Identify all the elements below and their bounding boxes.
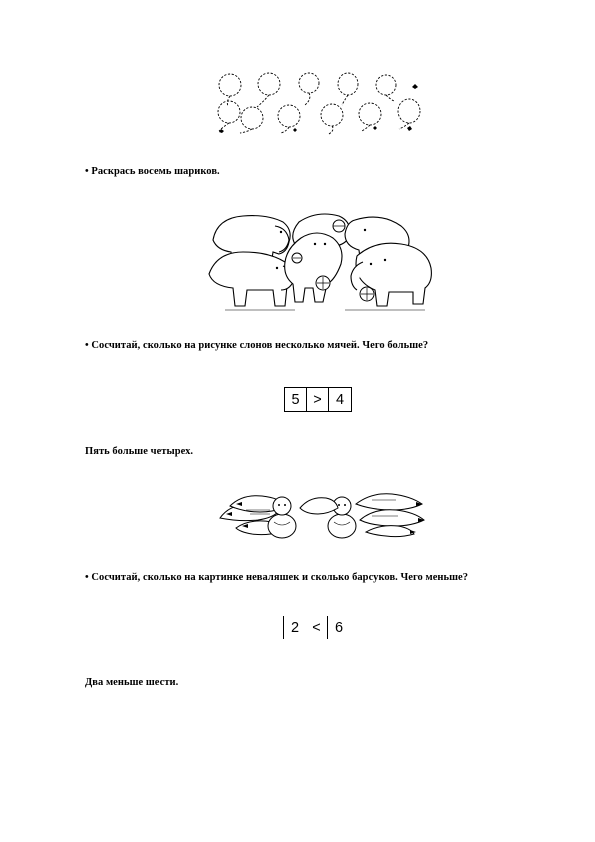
- comparison-right-number: 6: [334, 619, 344, 636]
- comparison-sign: <: [306, 616, 328, 639]
- roly-poly-dolls-and-badgers-icon: [216, 484, 428, 540]
- comparison-box: [283, 616, 350, 639]
- comparison-sign: >: [307, 388, 329, 411]
- comparison-left-number: 5: [285, 388, 307, 411]
- task-instruction: • Раскрась восемь шариков.: [85, 166, 220, 177]
- badgers-illustration: [216, 484, 428, 540]
- comparison-box: [284, 387, 352, 412]
- comparison-right-number: 4: [335, 391, 345, 408]
- task-instruction: • Сосчитай, сколько на картинке неваляшек и сколько барсуков. Чего меньше?: [85, 572, 469, 583]
- task-instruction: • Сосчитай, сколько на рисунке слонов несколько мячей. Чего больше?: [85, 340, 429, 351]
- answer-text: Два меньше шести.: [85, 677, 179, 688]
- elephants-illustration: [205, 210, 439, 314]
- comparison-left-number: 2: [290, 619, 300, 636]
- elephants-with-balls-icon: [205, 210, 439, 314]
- balloons-outline-icon: [205, 70, 427, 136]
- balloons-illustration: [205, 70, 427, 136]
- answer-text: Пять больше четырех.: [85, 446, 194, 457]
